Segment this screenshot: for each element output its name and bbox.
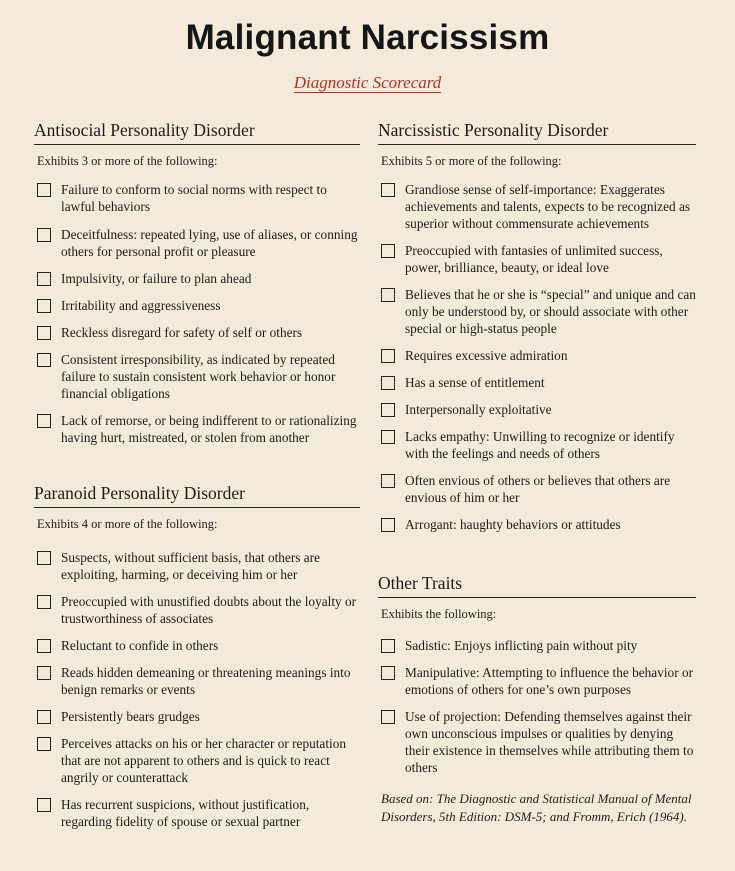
- item-label: Arrogant: haughty behaviors or attitudes: [405, 517, 621, 532]
- checklist-item: [34, 637, 360, 654]
- item-label: Perceives attacks on his or her character or reputation that are not apparent to others and is quick to react angrily or counterattack: [61, 736, 347, 785]
- item-label: Manipulative: Attempting to influence the behavior or emotions of others for one’s own purposes: [405, 665, 694, 697]
- item-label: Impulsivity, or failure to plan ahead: [61, 271, 252, 286]
- item-label: Grandiose sense of self-importance: Exaggerates achievements and talents, expects to be recognized as superior without commensurate achievements: [405, 182, 691, 231]
- left-column: [34, 120, 360, 830]
- checklist-item: [34, 270, 360, 287]
- checkbox[interactable]: [37, 595, 51, 609]
- checkbox[interactable]: [37, 183, 51, 197]
- item-label: Believes that he or she is “special” and unique and can only be understood by, or should associate with other special or high-status people: [405, 287, 696, 336]
- checklist-item: [378, 286, 696, 337]
- checklist-item: [378, 637, 696, 654]
- checklist-item: [378, 401, 696, 418]
- paranoid-section: [34, 483, 360, 830]
- checkbox[interactable]: [381, 403, 395, 417]
- checklist-item: [34, 226, 360, 260]
- checklist-item: [34, 796, 360, 830]
- checkbox[interactable]: [381, 666, 395, 680]
- checklist-item: [378, 428, 696, 462]
- right-column: [378, 120, 696, 826]
- page-subtitle: [0, 73, 735, 93]
- checkbox[interactable]: [381, 639, 395, 653]
- checkbox[interactable]: [37, 414, 51, 428]
- item-label: Lacks empathy: Unwilling to recognize or identify with the feelings and needs of others: [405, 429, 675, 461]
- item-label: Deceitfulness: repeated lying, use of aliases, or conning others for personal profit or pleasure: [61, 227, 358, 259]
- checkbox[interactable]: [37, 798, 51, 812]
- checkbox[interactable]: [37, 326, 51, 340]
- checkbox[interactable]: [37, 639, 51, 653]
- item-label: Often envious of others or believes that others are envious of him or her: [405, 473, 671, 505]
- item-label: Reads hidden demeaning or threatening meanings into benign remarks or events: [61, 665, 351, 697]
- page-title: Malignant Narcissism: [185, 18, 550, 57]
- item-label: Preoccupied with unustified doubts about the loyalty or trustworthiness of associates: [61, 594, 357, 626]
- checkbox[interactable]: [381, 518, 395, 532]
- checkbox[interactable]: [37, 666, 51, 680]
- checkbox[interactable]: [381, 474, 395, 488]
- item-label: Has recurrent suspicions, without justification, regarding fidelity of spouse or sexual partner: [61, 797, 310, 829]
- antisocial-section: [34, 120, 360, 446]
- checkbox[interactable]: [37, 737, 51, 751]
- narcissistic-heading: Narcissistic Personality Disorder: [378, 120, 696, 145]
- checkbox[interactable]: [381, 288, 395, 302]
- antisocial-heading: Antisocial Personality Disorder: [34, 120, 360, 145]
- checklist-item: [378, 664, 696, 698]
- checklist-item: [378, 347, 696, 364]
- checkbox[interactable]: [381, 349, 395, 363]
- checkbox[interactable]: [37, 353, 51, 367]
- checklist-item: [34, 412, 360, 446]
- checkbox[interactable]: [381, 430, 395, 444]
- checkbox[interactable]: [37, 551, 51, 565]
- item-label: Reluctant to confide in others: [61, 638, 219, 653]
- item-label: Suspects, without sufficient basis, that others are exploiting, harming, or deceiving him or her: [61, 550, 320, 582]
- paranoid-criteria: Exhibits 4 or more of the following:: [37, 517, 218, 531]
- checklist-item: [378, 516, 696, 533]
- checkbox[interactable]: [37, 228, 51, 242]
- checkbox[interactable]: [37, 272, 51, 286]
- checkbox[interactable]: [381, 183, 395, 197]
- item-label: Failure to conform to social norms with respect to lawful behaviors: [61, 182, 327, 214]
- checkbox[interactable]: [381, 710, 395, 724]
- other-traits-section: [378, 573, 696, 776]
- checklist-item: [34, 181, 360, 215]
- checkbox[interactable]: [37, 299, 51, 313]
- narcissistic-criteria: Exhibits 5 or more of the following:: [381, 154, 562, 168]
- checkbox[interactable]: [37, 710, 51, 724]
- other-traits-criteria: Exhibits the following:: [381, 607, 497, 621]
- item-label: Consistent irresponsibility, as indicated by repeated failure to sustain consistent work behavior or honor financial obligations: [61, 352, 336, 401]
- checklist-item: [378, 708, 696, 776]
- item-label: Requires excessive admiration: [405, 348, 568, 363]
- other-traits-heading: Other Traits: [378, 573, 696, 598]
- paranoid-heading: Paranoid Personality Disorder: [34, 483, 360, 508]
- checklist-item: [34, 549, 360, 583]
- item-label: Irritability and aggressiveness: [61, 298, 221, 313]
- subtitle-text: Diagnostic Scorecard: [293, 73, 442, 92]
- checklist-item: [34, 593, 360, 627]
- checklist-item: [34, 351, 360, 402]
- checklist-item: [34, 735, 360, 786]
- checklist-item: [378, 472, 696, 506]
- antisocial-criteria: Exhibits 3 or more of the following:: [37, 154, 218, 168]
- checkbox[interactable]: [381, 376, 395, 390]
- checklist-item: [378, 181, 696, 232]
- checkbox[interactable]: [381, 244, 395, 258]
- item-label: Reckless disregard for safety of self or others: [61, 325, 303, 340]
- checklist-item: [34, 708, 360, 725]
- checklist-item: [378, 374, 696, 391]
- item-label: Use of projection: Defending themselves against their own unconscious impulses or qualities by denying their existence in themselves while attributing them to others: [405, 709, 694, 775]
- checklist-item: [34, 664, 360, 698]
- narcissistic-section: [378, 120, 696, 533]
- source-footnote: Based on: The Diagnostic and Statistical Manual of Mental Disorders, 5th Edition: DSM-5; and Fromm, Erich (1964).: [381, 791, 692, 824]
- item-label: Lack of remorse, or being indifferent to or rationalizing having hurt, mistreated, or stolen from another: [61, 413, 357, 445]
- item-label: Persistently bears grudges: [61, 709, 200, 724]
- checklist-item: [34, 297, 360, 314]
- item-label: Has a sense of entitlement: [405, 375, 545, 390]
- checklist-item: [34, 324, 360, 341]
- item-label: Sadistic: Enjoys inflicting pain without pity: [405, 638, 638, 653]
- item-label: Preoccupied with fantasies of unlimited success, power, brilliance, beauty, or ideal love: [405, 243, 663, 275]
- item-label: Interpersonally exploitative: [405, 402, 552, 417]
- checklist-item: [378, 242, 696, 276]
